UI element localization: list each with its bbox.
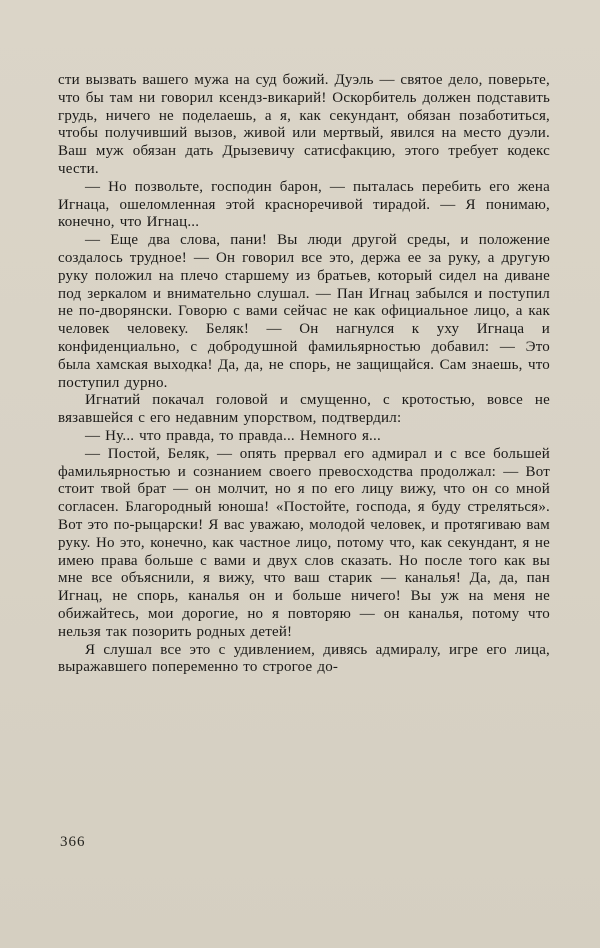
paragraph: — Еще два слова, пани! Вы люди другой среды, и положение создалось трудное! — Он говорил все это, держа ее за руку, а другую руку положил на плечо старшему из братьев, который сидел на диване под зеркалом и внимательно слушал. — Пан Игнац забылся и поступил не по-дворянски. Говорю с вами сейчас не как официальное лицо, а как человек человеку. Беляк! — Он нагнулся к уху Игнаца и конфиденциально, с добродушной фамильярностью добавил: — Это была хамская выходка! Да, да, не спорь, не защищайся. Сам знаешь, что поступил дурно. — [58, 232, 550, 391]
paragraph: Игнатий покачал головой и смущенно, с кротостью, вовсе не вязавшейся с его недавним упорством, подтвердил: — [58, 392, 550, 427]
text-block — [58, 72, 550, 677]
paragraph-continuation: сти вызвать вашего мужа на суд божий. Дуэль — святое дело, поверьте, что бы там ни говорил ксендз-викарий! Оскорбитель должен подставить грудь, ничего не поделаешь, а я, как секундант, обязан позаботиться, чтобы получивший вызов, живой или мертвый, явился на место дуэли. Ваш муж обязан дать Дрызевичу сатисфакцию, этого требует кодекс чести. — [58, 72, 550, 177]
paragraph: Я слушал все это с удивлением, дивясь адмиралу, игре его лица, выражавшего попеременно то строгое до- — [58, 641, 550, 676]
page-number: 366 — [60, 834, 86, 850]
paragraph: — Ну... что правда, то правда... Немного я... — [85, 427, 381, 444]
paragraph: — Постой, Беляк, — опять прервал его адмирал и с все большей фамильярностью и сознанием своего превосходства продолжал: — Вот стоит твой брат — он молчит, но я по его лицу вижу, что он со мной согласен. Благородный юноша! «Постойте, господа, я буду стреляться». Вот это по-рыцарски! Я вас уважаю, молодой человек, и протягиваю вам руку. Но это, конечно, как частное лицо, потому что, как секундант, я не имею права больше с вами и двух слов сказать. Но после того как вы мне все объяснили, я вижу, что ваш старик — каналья! Да, да, пан Игнац, не спорь, каналья он и больше ничего! Вы уж на меня не обижайтесь, мои дорогие, но я повторяю — он каналья, потому что нельзя так позорить родных детей! — [58, 445, 550, 640]
paragraph: — Но позвольте, господин барон, — пыталась перебить его жена Игнаца, ошеломленная этой красноречивой тирадой. — Я понимаю, конечно, что Игнац... — [58, 178, 550, 231]
